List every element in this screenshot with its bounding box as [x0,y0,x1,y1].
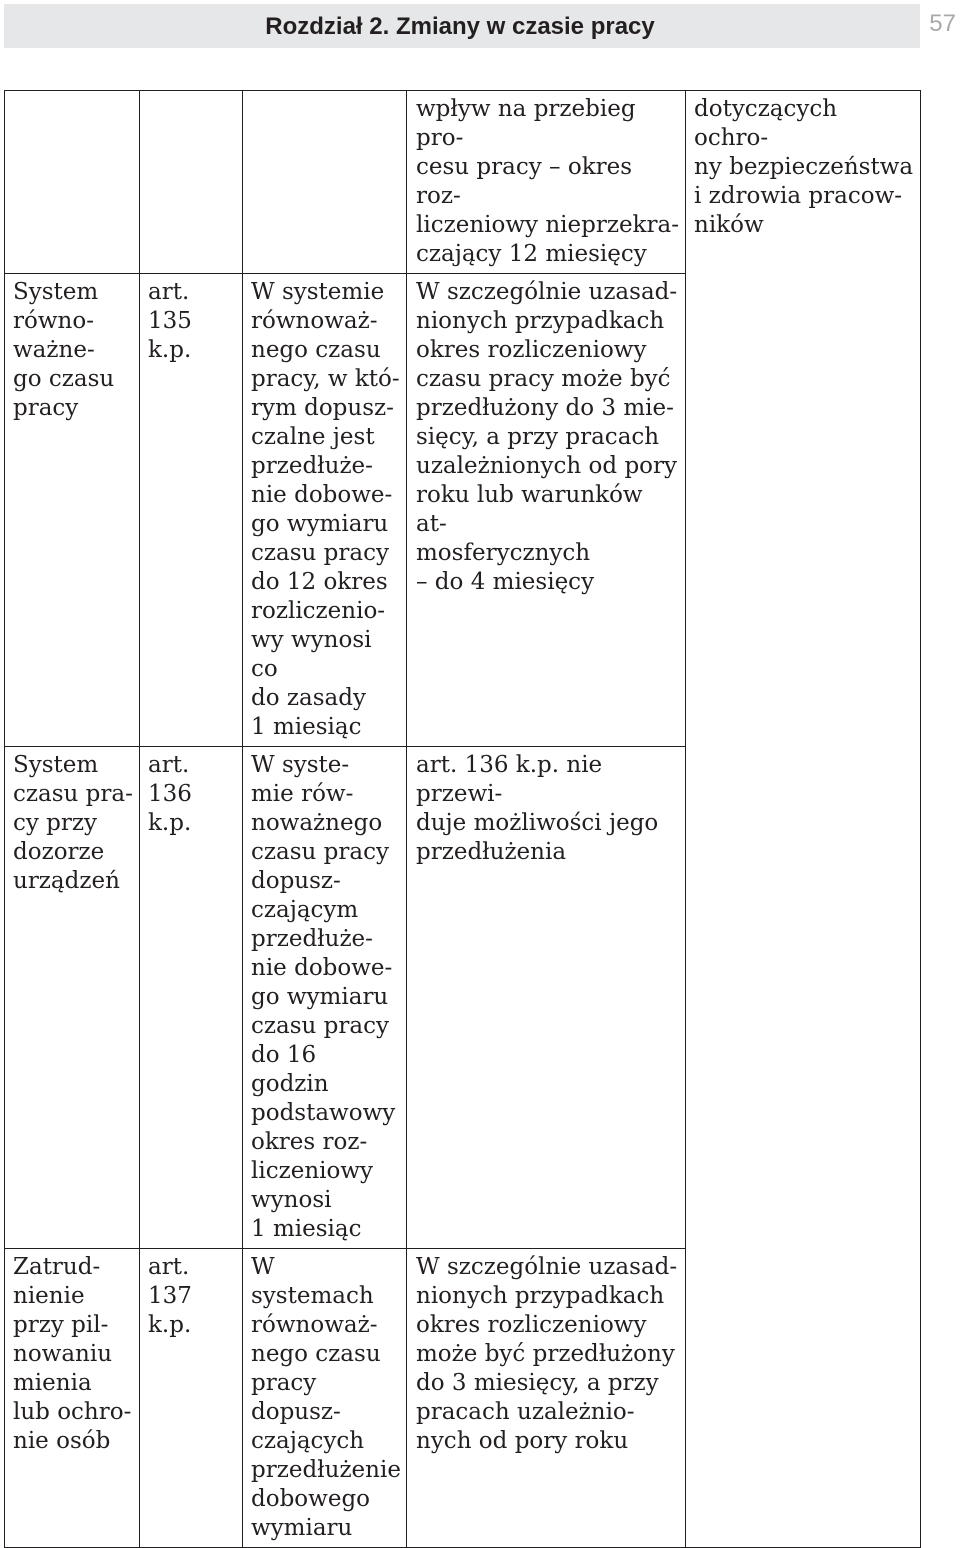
cell-extension [407,747,686,1249]
page-number: 57 [929,10,956,37]
working-time-table [4,90,921,1548]
cell-system [5,91,140,274]
continuation-conditions-text: dotyczących ochro- ny bezpieczeństwa i zdrowia pracow- ników [694,96,914,238]
cell-article [140,747,243,1249]
cell-description [243,274,407,747]
system-name: System równo- ważne- go czasu pracy [13,279,115,421]
cell-description [243,1249,407,1548]
article-reference: art. 135 k.p. [148,279,192,363]
table-row-continuation [5,91,921,274]
system-name: Zatrud- nienie przy pil- nowaniu mienia lub ochro- nie osób [13,1254,132,1454]
extension-text: W szczególnie uzasad- nionych przypadkach okres rozliczeniowy czasu pracy może być przedłużony do 3 mie- sięcy, a przy pracach uzależnionych od pory roku lub warunków at- mosferycznych – do 4 miesięcy [416,279,678,595]
continuation-extension-text: wpływ na przebieg pro- cesu pracy – okres roz- liczeniowy nieprzekra- czający 12 miesięcy [416,96,679,267]
article-reference: art. 136 k.p. [148,752,192,836]
cell-extension [407,91,686,274]
system-description: W systemie równoważ- nego czasu pracy, w któ- rym dopusz- czalne jest przedłuże- nie dobowe- go wymiaru czasu pracy do 12 okres rozliczenio- wy wynosi co do zasady 1 miesiąc [251,279,400,740]
cell-extension [407,1249,686,1548]
cell-system [5,747,140,1249]
cell-article [140,274,243,747]
chapter-title: Rozdział 2. Zmiany w czasie pracy [265,13,655,40]
cell-system [5,274,140,747]
cell-conditions [686,91,921,1548]
system-description: W syste- mie rów- noważnego czasu pracy dopusz- czającym przedłuże- nie dobowe- go wymiaru czasu pracy do 16 godzin podstawowy okres roz- liczeniowy wynosi 1 miesiąc [251,752,396,1242]
cell-article [140,91,243,274]
extension-text: W szczególnie uzasad- nionych przypadkach okres rozliczeniowy może być przedłużony do 3 miesięcy, a przy pracach uzależnio- nych od pory roku [416,1254,678,1454]
system-name: System czasu pra- cy przy dozorze urządzeń [13,752,133,894]
system-description: W systemach równoważ- nego czasu pracy dopusz- czających przedłużenie dobowego wymiaru [251,1254,401,1541]
cell-extension [407,274,686,747]
cell-description [243,747,407,1249]
cell-system [5,1249,140,1548]
cell-description [243,91,407,274]
extension-text: art. 136 k.p. nie przewi- duje możliwości jego przedłużenia [416,752,659,865]
cell-article [140,1249,243,1548]
article-reference: art. 137 k.p. [148,1254,192,1338]
